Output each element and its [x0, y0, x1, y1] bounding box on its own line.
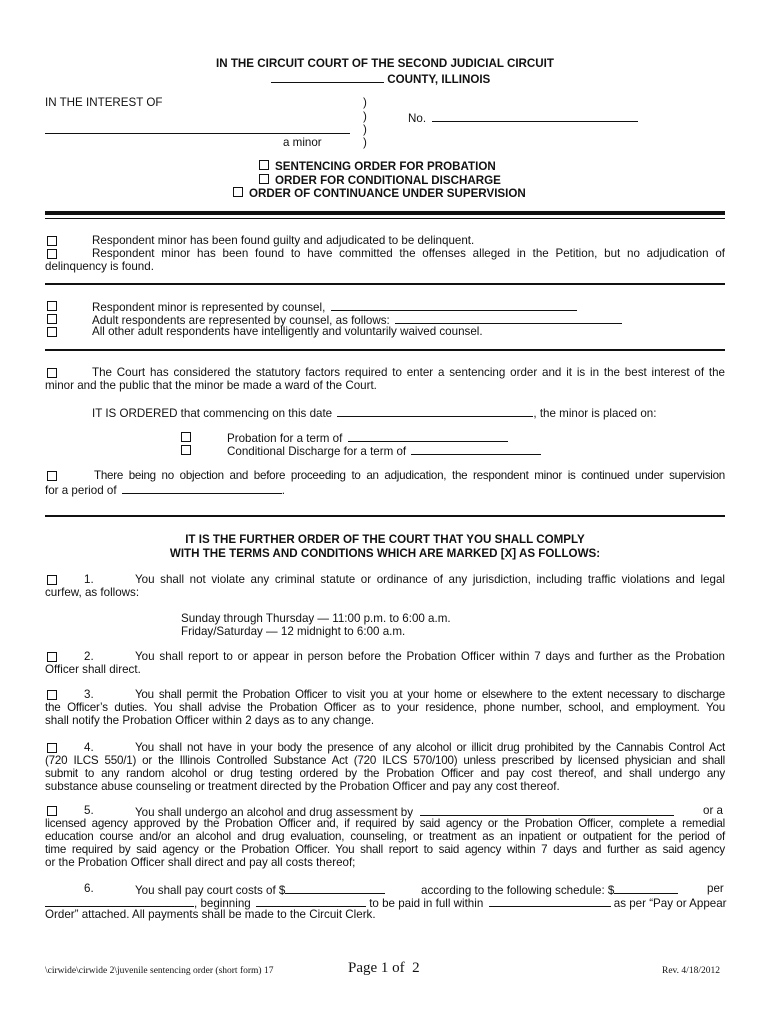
term-2-cont: Officer shall direct. — [45, 663, 141, 676]
order-type-label: ORDER FOR CONDITIONAL DISCHARGE — [275, 174, 501, 187]
per-period-blank[interactable] — [45, 895, 194, 907]
caption-paren: ) — [363, 136, 367, 149]
caption-paren: ) — [363, 96, 367, 109]
order-type-probation[interactable] — [259, 160, 496, 173]
finding-committed-cont: delinquency is found. — [45, 260, 154, 273]
conditional-term-label: Conditional Discharge for a term of — [227, 445, 407, 458]
checkbox[interactable] — [47, 368, 57, 378]
schedule-label: according to the following schedule: $ — [421, 884, 615, 897]
conditional-term-blank[interactable] — [411, 443, 541, 455]
term-3-cont: the Officer’s duties. You shall advise the Probation Officer as to your residence, phone number, school, and employment. You — [45, 701, 725, 714]
schedule-amount-blank[interactable] — [614, 882, 678, 894]
term-2-text: You shall report to or appear in person before the Probation Officer within 7 days and further as the Probation — [135, 650, 725, 663]
ordered-suffix: , the minor is placed on: — [533, 407, 657, 420]
case-number-blank[interactable] — [432, 110, 638, 122]
checkbox[interactable] — [47, 575, 57, 585]
commencing-date-blank[interactable] — [337, 405, 533, 417]
checkbox[interactable] — [47, 743, 57, 753]
checkbox[interactable] — [259, 174, 269, 184]
counsel-adult-blank[interactable] — [395, 312, 622, 324]
divider — [45, 349, 725, 351]
conditional-term — [227, 443, 541, 458]
interest-of-label: IN THE INTEREST OF — [45, 96, 163, 109]
per-label: per — [707, 882, 724, 895]
further-order-line1: IT IS THE FURTHER ORDER OF THE COURT THAT YOU SHALL COMPLY — [185, 533, 585, 546]
checkbox[interactable] — [47, 690, 57, 700]
case-number-label: No. — [408, 112, 427, 125]
counsel-waived: All other adult respondents have intelligently and voluntarily waived counsel. — [92, 325, 483, 338]
term-5-cont: time required by said agency or the Probation Officer. You shall report to said agency within 7 days and further as said agency — [45, 843, 725, 856]
checkbox[interactable] — [47, 236, 57, 246]
caption-paren: ) — [363, 110, 367, 123]
term-number: 2. — [84, 650, 94, 663]
beginning-date-blank[interactable] — [256, 895, 366, 907]
minor-name-blank[interactable] — [45, 133, 350, 134]
divider-thick — [45, 211, 725, 215]
term-number: 5. — [84, 804, 94, 817]
supervision-period-label: for a period of — [45, 484, 117, 497]
supervision-period — [45, 482, 285, 497]
court-considered: The Court has considered the statutory factors required to enter a sentencing order and it is in the best interest of the — [92, 366, 725, 379]
payment-note: Order” attached. All payments shall be made to the Circuit Clerk. — [45, 908, 376, 921]
court-title: IN THE CIRCUIT COURT OF THE SECOND JUDICIAL CIRCUIT — [216, 57, 554, 70]
checkbox[interactable] — [259, 160, 269, 170]
term-1-text: You shall not violate any criminal statute or ordinance of any jurisdiction, including traffic violations and legal — [135, 573, 725, 586]
minor-label: a minor — [283, 136, 322, 149]
term-number: 1. — [84, 573, 94, 586]
curfew-weekend: Friday/Saturday — 12 midnight to 6:00 a.m. — [181, 625, 406, 638]
term-5-cont: or the Probation Officer shall direct and pay all costs thereof; — [45, 856, 356, 869]
term-number: 3. — [84, 688, 94, 701]
footer-path: \cirwide\cirwide 2\juvenile sentencing order (short form) 17 — [45, 966, 274, 976]
supervision-text: There being no objection and before proceeding to an adjudication, the respondent minor is continued under supervision — [94, 469, 725, 482]
finding-guilty: Respondent minor has been found guilty and adjudicated to be delinquent. — [92, 234, 475, 247]
counsel-adult-label: Adult respondents are represented by counsel, as follows: — [92, 314, 390, 327]
order-type-label: SENTENCING ORDER FOR PROBATION — [275, 160, 496, 173]
county-line — [271, 71, 490, 86]
divider — [45, 283, 725, 285]
checkbox[interactable] — [181, 445, 191, 455]
order-type-supervision[interactable] — [233, 187, 526, 200]
checkbox[interactable] — [233, 187, 243, 197]
probation-term-label: Probation for a term of — [227, 432, 343, 445]
term-1-cont: curfew, as follows: — [45, 586, 140, 599]
term-3-cont: shall notify the Probation Officer within 2 days as to any change. — [45, 714, 375, 727]
case-number-field — [408, 110, 638, 125]
court-considered-cont: minor and the public that the minor be made a ward of the Court. — [45, 379, 377, 392]
counsel-minor-label: Respondent minor is represented by counsel, — [92, 301, 326, 314]
assessment-or: or a — [703, 804, 723, 817]
assessment-agency-blank[interactable] — [420, 804, 674, 816]
period-end: . — [281, 484, 286, 497]
county-label: COUNTY, ILLINOIS — [387, 73, 491, 86]
term-4-text: You shall not have in your body the presence of any alcohol or illicit drug prohibited by the Cannabis Control Act — [135, 741, 725, 754]
term-5-cont: education course and/or an alcohol and drug evaluation, counseling, or treatment as an inpatient or outpatient for the period of — [45, 830, 725, 843]
further-order-line2: WITH THE TERMS AND CONDITIONS WHICH ARE MARKED [X] AS FOLLOWS: — [169, 547, 601, 560]
checkbox[interactable] — [47, 249, 57, 259]
revision-date: Rev. 4/18/2012 — [662, 966, 720, 976]
checkbox[interactable] — [47, 652, 57, 662]
ordered-line — [92, 405, 656, 420]
counsel-minor-blank[interactable] — [331, 299, 577, 311]
term-5-cont: licensed agency approved by the Probation Officer and, if required by said agency or the Probation Officer, complete a remedial — [45, 817, 725, 830]
page-number: Page 1 of 2 — [348, 960, 420, 976]
pay-or-appear-label: as per “Pay or Appear — [613, 897, 727, 910]
checkbox[interactable] — [47, 806, 57, 816]
checkbox[interactable] — [47, 327, 57, 337]
term-3-text: You shall permit the Probation Officer to visit you at your home or elsewhere to the extent necessary to discharge — [135, 688, 725, 701]
term-number: 4. — [84, 741, 94, 754]
checkbox[interactable] — [47, 314, 57, 324]
order-type-conditional[interactable] — [259, 174, 501, 187]
term-4-cont: (720 ILCS 550/1) or the Illinois Controlled Substance Act (720 ILCS 570/100) unless prescribed by licensed physician and shall — [45, 754, 725, 767]
term-number: 6. — [84, 882, 94, 895]
court-costs-amount-blank[interactable] — [285, 882, 385, 894]
beginning-label: , beginning — [194, 897, 251, 910]
checkbox[interactable] — [47, 301, 57, 311]
divider-thin — [45, 218, 725, 219]
checkbox[interactable] — [47, 471, 57, 481]
caption-paren: ) — [363, 123, 367, 136]
supervision-period-blank[interactable] — [122, 482, 282, 494]
order-type-label: ORDER OF CONTINUANCE UNDER SUPERVISION — [249, 187, 526, 200]
paid-within-blank[interactable] — [489, 895, 611, 907]
paid-within-label: to be paid in full within — [369, 897, 484, 910]
assessment-label: You shall undergo an alcohol and drug assessment by — [135, 806, 414, 819]
ordered-prefix: IT IS ORDERED that commencing on this date — [92, 407, 333, 420]
finding-committed: Respondent minor has been found to have committed the offenses alleged in the Petition, but no adjudication of — [92, 247, 725, 260]
curfew-weekday: Sunday through Thursday — 11:00 p.m. to 6:00 a.m. — [181, 612, 451, 625]
term-4-cont: substance abuse counseling or treatment directed by the Probation Officer and pay any cost thereof. — [45, 780, 560, 793]
divider — [45, 515, 725, 517]
checkbox[interactable] — [181, 432, 191, 442]
probation-term-blank[interactable] — [348, 430, 508, 442]
court-costs-label: You shall pay court costs of $ — [135, 884, 286, 897]
term-4-cont: submit to any random alcohol or drug testing ordered by the Probation Officer and pay cost thereof, and shall undergo any — [45, 767, 725, 780]
county-blank[interactable] — [271, 71, 384, 83]
